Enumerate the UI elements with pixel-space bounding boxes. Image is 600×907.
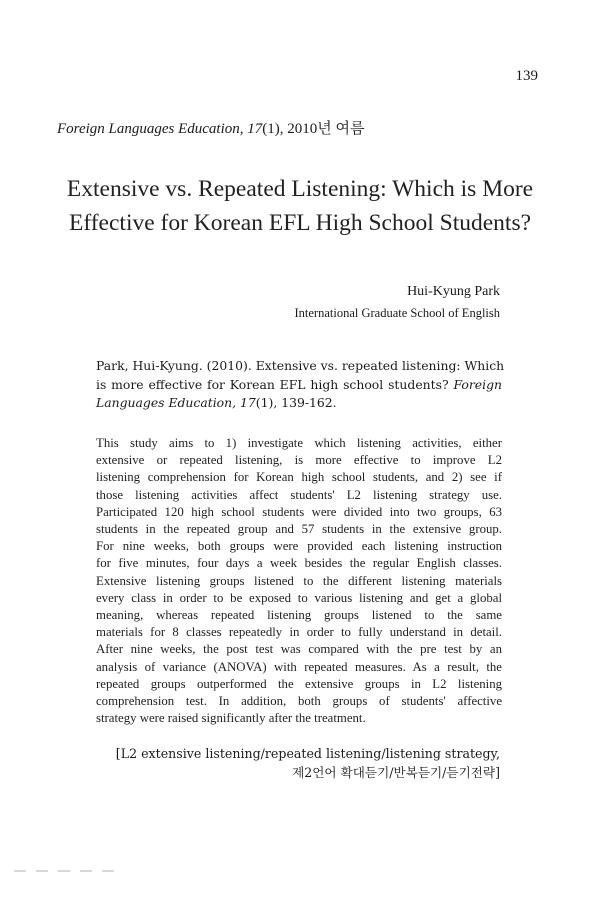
abstract-line: every class in order to be exposed to various listening and get a global: [96, 590, 502, 605]
citation-line-2: [96, 376, 502, 395]
abstract-line: listening comprehension for Korean high school students, and 2) see if: [96, 470, 502, 485]
journal-header: [57, 117, 364, 138]
citation-journal-end: Languages Education, 17: [96, 395, 256, 410]
keywords-line-2: 제2언어 확대듣기/반복듣기/듣기전략]: [292, 765, 500, 780]
abstract-line: Participated 120 high school students were divided into two groups, 63: [96, 504, 502, 519]
citation-block: [96, 357, 505, 413]
title-line-2: Effective for Korean EFL High School Students?: [68, 210, 532, 236]
abstract-line: those listening activities affect students' L2 listening strategy use.: [96, 487, 502, 502]
abstract-line: This study aims to 1) investigate which listening activities, either: [96, 436, 502, 450]
footer-scan-mark: [14, 870, 114, 872]
abstract: [96, 435, 502, 727]
journal-issue-date: (1), 2010년 여름: [262, 121, 365, 137]
citation-pages: (1), 139-162.: [255, 395, 337, 410]
abstract-line: repeated groups outperformed the extensive groups in L2 listening: [96, 676, 502, 691]
keywords-line-1: [L2 extensive listening/repeated listening/listening strategy,: [115, 746, 500, 761]
abstract-line: students in the repeated group and 57 students in the extensive group.: [96, 522, 502, 537]
abstract-line: meaning, whereas repeated listening groups listened to the same: [96, 608, 502, 623]
paper-title: [40, 172, 560, 240]
abstract-line: After nine weeks, the post test was compared with the pre test by an: [96, 642, 502, 657]
title-line-1: Extensive vs. Repeated Listening: Which is More: [66, 176, 534, 202]
citation-line-3: [96, 394, 502, 413]
citation-journal-start: Foreign: [453, 376, 502, 392]
abstract-line: For nine weeks, both groups were provided each listening instruction: [96, 539, 502, 554]
author-affiliation: International Graduate School of English: [294, 306, 500, 320]
keywords: [116, 744, 500, 782]
journal-volume: 17: [247, 121, 263, 137]
abstract-line-last: strategy were raised significantly after the treatment.: [96, 711, 366, 726]
citation-line-1: Park, Hui-Kyung. (2010). Extensive vs. repeated listening: Which: [96, 358, 505, 373]
author-name: Hui-Kyung Park: [407, 284, 500, 299]
page-number: 139: [515, 68, 538, 84]
abstract-line: Extensive listening groups listened to the different listening materials: [96, 573, 502, 588]
citation-line-2-text: is more effective for Korean EFL high school students?: [96, 376, 449, 392]
abstract-line: materials for 8 classes repeatedly in order to fully understand in detail.: [96, 625, 502, 640]
journal-name: Foreign Languages Education,: [57, 121, 244, 137]
abstract-line: comprehension test. In addition, both groups of students' affective: [96, 694, 502, 709]
abstract-line: for five minutes, four days a week besides the regular English classes.: [96, 556, 502, 571]
abstract-line: analysis of variance (ANOVA) with repeated measures. As a result, the: [96, 659, 502, 674]
abstract-line: extensive or repeated listening, is more effective to improve L2: [96, 453, 502, 468]
